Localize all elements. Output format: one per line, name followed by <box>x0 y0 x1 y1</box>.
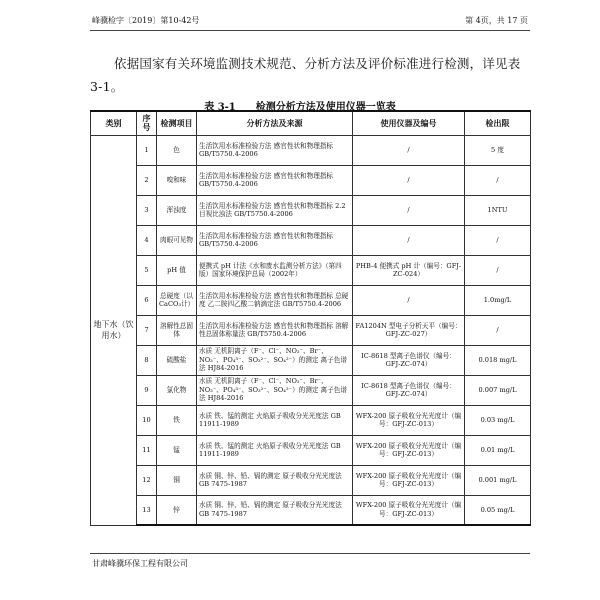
row-item: 锌 <box>157 495 197 525</box>
row-number: 6 <box>137 285 157 315</box>
row-method: 生活饮用水标准检验方法 感官性状和物理指标 2.2 目视比浊法 GB/T5750.4-2006 <box>197 195 353 225</box>
row-method: 水质 无机阴离子（F⁻、Cl⁻、NO₂⁻、Br⁻、NO₃⁻、PO₄³⁻、SO₃²⁻、SO₄²⁻）的测定 离子色谱法 HJ84-2016 <box>197 375 353 405</box>
table-row <box>91 195 531 225</box>
table-caption: 表 3-1 检测分析方法及使用仪器一览表 <box>204 102 396 113</box>
row-method: 生活饮用水标准检验方法 感官性状和物理指标 GB/T5750.4-2006 <box>197 225 353 255</box>
table-row <box>91 225 531 255</box>
row-method: 水质 铁、锰的测定 火焰原子吸收分光光度法 GB 11911-1989 <box>197 435 353 465</box>
row-instrument: IC-8618 型离子色谱仪（编号：GFJ-ZC-074） <box>353 375 465 405</box>
row-method: 生活饮用水标准检验方法 感官性状和物理指标 GB/T5750.4-2006 <box>197 135 353 165</box>
row-instrument: FA1204N 型电子分析天平（编号：GFJ-ZC-027） <box>353 315 465 345</box>
row-limit: / <box>465 225 531 255</box>
table-row <box>91 345 531 375</box>
col-header-limit: 检出限 <box>465 111 531 135</box>
row-number: 8 <box>137 345 157 375</box>
col-header-category: 类别 <box>91 111 137 135</box>
col-header-item: 检测项目 <box>157 111 197 135</box>
row-item: 硫酸盐 <box>157 345 197 375</box>
row-item: 嗅和味 <box>157 165 197 195</box>
table-row <box>91 165 531 195</box>
table-header-row <box>91 111 531 135</box>
row-item: 铜 <box>157 465 197 495</box>
row-item: 锰 <box>157 435 197 465</box>
table-row <box>91 495 531 525</box>
row-method: 水质 铁、锰的测定 火焰原子吸收分光光度法 GB 11911-1989 <box>197 405 353 435</box>
row-number: 7 <box>137 315 157 345</box>
row-instrument: WFX-200 原子吸收分光光度计（编号：GFJ-ZC-013） <box>353 465 465 495</box>
row-limit: 0.01 mg/L <box>465 435 531 465</box>
header-page-info: 第 4页，共 17 页 <box>465 16 528 25</box>
row-number: 13 <box>137 495 157 525</box>
table-row <box>91 375 531 405</box>
row-instrument: / <box>353 285 465 315</box>
row-number: 9 <box>137 375 157 405</box>
row-instrument: PHB-4 便携式 pH 计（编号：GFJ-ZC-024） <box>353 255 465 285</box>
row-limit: 5 度 <box>465 135 531 165</box>
table-row <box>91 435 531 465</box>
table-row <box>91 315 531 345</box>
row-item: 铁 <box>157 405 197 435</box>
row-limit: 0.007 mg/L <box>465 375 531 405</box>
row-instrument: / <box>353 135 465 165</box>
row-limit: 0.03 mg/L <box>465 405 531 435</box>
row-item: 溶解性总固体 <box>157 315 197 345</box>
row-limit: 0.018 mg/L <box>465 345 531 375</box>
row-item: 色 <box>157 135 197 165</box>
row-instrument: WFX-200 原子吸收分光光度计（编号：GFJ-ZC-013） <box>353 405 465 435</box>
row-limit: / <box>465 165 531 195</box>
row-instrument: / <box>353 195 465 225</box>
row-limit: / <box>465 255 531 285</box>
row-number: 1 <box>137 135 157 165</box>
table-row <box>91 135 531 165</box>
table-row <box>91 465 531 495</box>
col-header-method: 分析方法及来源 <box>197 111 353 135</box>
row-instrument: WFX-200 原子吸收分光光度计（编号：GFJ-ZC-013） <box>353 435 465 465</box>
method-table <box>90 110 531 526</box>
row-item: pH 值 <box>157 255 197 285</box>
row-item: 肉眼可见物 <box>157 225 197 255</box>
row-instrument: / <box>353 225 465 255</box>
row-number: 5 <box>137 255 157 285</box>
footer-company: 甘肃峰骥环保工程有限公司 <box>92 559 188 568</box>
row-limit: 1.0mg/L <box>465 285 531 315</box>
row-instrument: WFX-200 原子吸收分光光度计（编号：GFJ-ZC-013） <box>353 495 465 525</box>
row-item: 氯化物 <box>157 375 197 405</box>
row-instrument: IC-8618 型离子色谱仪（编号：GFJ-ZC-074） <box>353 345 465 375</box>
row-method: 水质 铜、锌、铅、镉的测定 原子吸收分光光度法 GB 7475-1987 <box>197 465 353 495</box>
row-number: 12 <box>137 465 157 495</box>
row-method: 水质 无机阴离子（F⁻、Cl⁻、NO₂⁻、Br⁻、NO₃⁻、PO₄³⁻、SO₃²⁻、SO₄²⁻）的测定 离子色谱法 HJ84-2016 <box>197 345 353 375</box>
row-number: 3 <box>137 195 157 225</box>
row-method: 生活饮用水标准检验方法 感官性状和物理指标 GB/T5750.4-2006 <box>197 165 353 195</box>
row-limit: / <box>465 315 531 345</box>
table-row <box>91 255 531 285</box>
row-method: 生活饮用水标准检验方法 感官性状和物理指标 溶解性总固体称量法 GB/T5750.4-2006 <box>197 315 353 345</box>
row-number: 4 <box>137 225 157 255</box>
row-method: 便携式 pH 计法《水和废水监测分析方法》（第四版）国家环境保护总局（2002年） <box>197 255 353 285</box>
row-method: 水质 铜、锌、铅、镉的测定 原子吸收分光光度法 GB 7475-1987 <box>197 495 353 525</box>
category-cell: 地下水（饮用水） <box>91 135 137 525</box>
table-row <box>91 285 531 315</box>
footer-divider <box>90 553 530 554</box>
row-item: 浑浊度 <box>157 195 197 225</box>
col-header-instrument: 使用仪器及编号 <box>353 111 465 135</box>
row-method: 生活饮用水标准检验方法 感官性状和物理指标 总硬度 乙二胺四乙酸二钠滴定法 GB/T5750.4-2006 <box>197 285 353 315</box>
table-row <box>91 405 531 435</box>
row-limit: 1NTU <box>465 195 531 225</box>
row-item: 总硬度（以 CaCO₃计） <box>157 285 197 315</box>
row-number: 10 <box>137 405 157 435</box>
col-header-number: 序号 <box>137 111 157 135</box>
row-number: 2 <box>137 165 157 195</box>
row-instrument: / <box>353 165 465 195</box>
row-limit: 0.001 mg/L <box>465 465 531 495</box>
header-report-number: 峰骥检字〔2019〕第10-42号 <box>92 16 200 25</box>
intro-paragraph: 依据国家有关环境监测技术规范、分析方法及评价标准进行检测，详见表 3-1。 <box>90 56 521 94</box>
row-number: 11 <box>137 435 157 465</box>
header-divider <box>90 30 530 31</box>
row-limit: 0.05 mg/L <box>465 495 531 525</box>
